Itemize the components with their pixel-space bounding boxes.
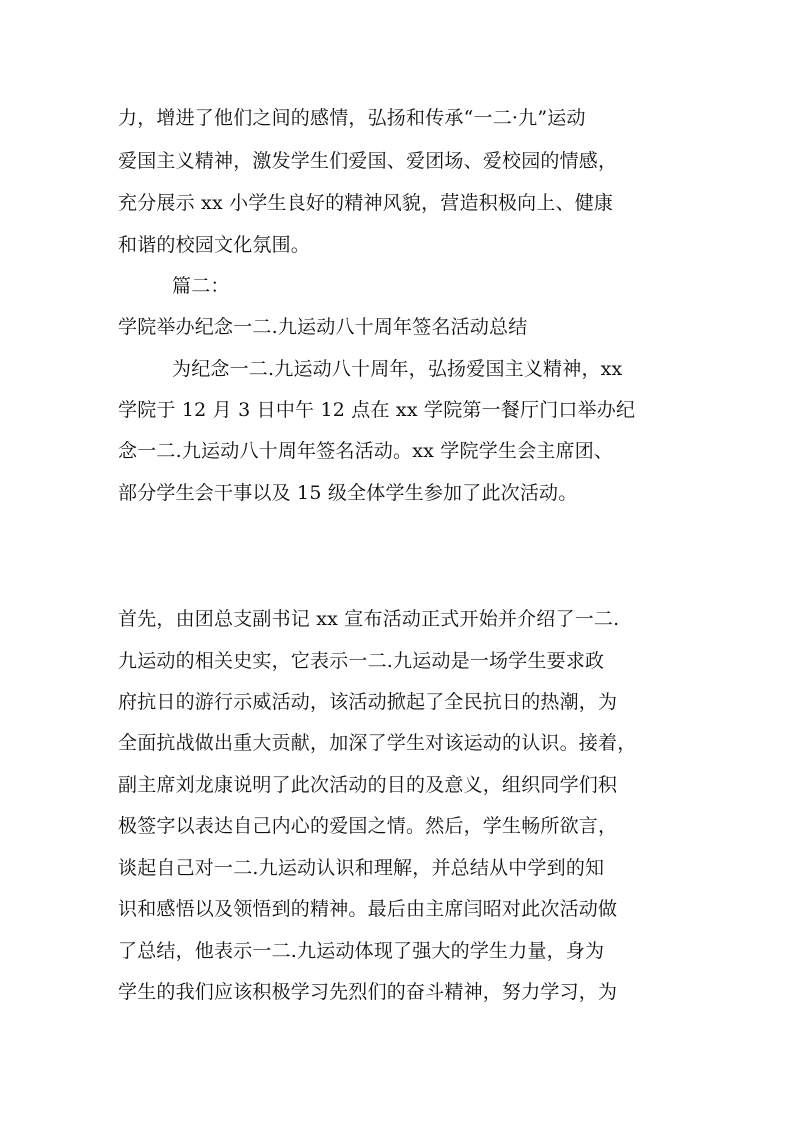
section-label: 篇二：	[172, 275, 230, 297]
paragraph-line: 部分学生会干事以及 15 级全体学生参加了此次活动。	[118, 482, 578, 504]
paragraph-line: 识和感悟以及领悟到的精神。最后由主席闫昭对此次活动做	[118, 898, 618, 920]
paragraph-line: 充分展示 xx 小学生良好的精神风貌，营造积极向上、健康	[118, 192, 614, 214]
paragraph-line: 学生的我们应该积极学习先烈们的奋斗精神，努力学习，为	[118, 981, 618, 1003]
paragraph-line: 极签字以表达自己内心的爱国之情。然后，学生畅所欲言，	[118, 815, 618, 837]
paragraph-line: 力，增进了他们之间的感情，弘扬和传承“一二·九”运动	[118, 107, 586, 129]
paragraph-line: 九运动的相关史实，它表示一二.九运动是一场学生要求政	[118, 650, 605, 672]
paragraph-line: 府抗日的游行示威活动，该活动掀起了全民抗日的热潮，为	[118, 691, 618, 713]
paragraph-line: 了总结，他表示一二.九运动体现了强大的学生力量，身为	[118, 940, 605, 962]
paragraph-line: 谈起自己对一二.九运动认识和理解，并总结从中学到的知	[118, 857, 605, 879]
paragraph-line: 爱国主义精神，激发学生们爱国、爱团场、爱校园的情感，	[118, 150, 618, 172]
paragraph-line: 副主席刘龙康说明了此次活动的目的及意义，组织同学们积	[118, 774, 618, 796]
paragraph-line: 学院于 12 月 3 日中午 12 点在 xx 学院第一餐厅门口举办纪	[118, 399, 636, 421]
paragraph-line: 念一二.九运动八十周年签名活动。xx 学院学生会主席团、	[118, 440, 614, 462]
paragraph-line: 和谐的校园文化氛围。	[118, 234, 311, 256]
paragraph-line: 全面抗战做出重大贡献，加深了学生对该运动的认识。接着，	[118, 732, 637, 754]
paragraph-line: 为纪念一二.九运动八十周年，弘扬爱国主义精神，xx	[172, 358, 623, 380]
section-title: 学院举办纪念一二.九运动八十周年签名活动总结	[118, 316, 528, 338]
paragraph-line: 首先，由团总支副书记 xx 宣布活动正式开始并介绍了一二.	[118, 608, 620, 630]
